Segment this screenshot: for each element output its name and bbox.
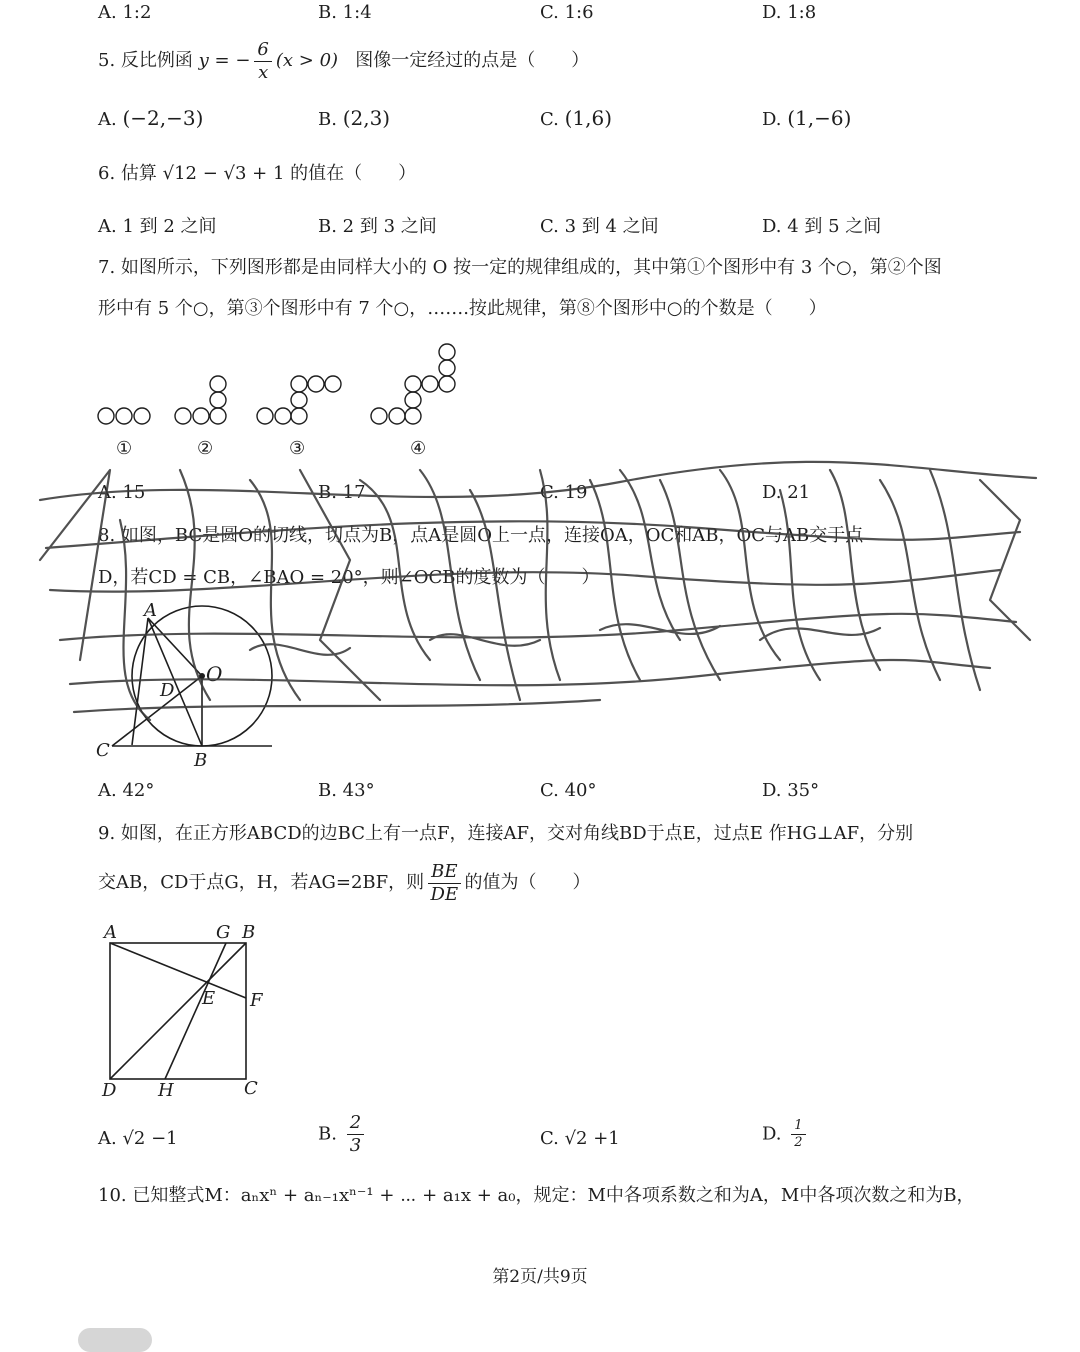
q4-option-b: B. 1:4	[318, 2, 372, 23]
q8-label-a: A	[144, 600, 157, 621]
q9-option-b-num: 2	[347, 1112, 364, 1135]
q7-figure-label-1: ①	[116, 438, 133, 459]
q6-option-c: C. 3 到 4 之间	[540, 216, 659, 237]
q9-stem-post: 的值为（ ）	[464, 872, 591, 893]
q8-option-b: B. 43°	[318, 780, 375, 801]
q8-option-c: C. 40°	[540, 780, 597, 801]
q7-option-b: B. 17	[318, 482, 366, 503]
q8-stem-line1: 8. 如图，BC是圆O的切线，切点为B，点A是圆O上一点，连接OA，OC和AB，OC与AB交于点	[98, 525, 864, 546]
q4-option-a: A. 1:2	[98, 2, 152, 23]
q9-option-d-label: D.	[762, 1123, 782, 1145]
q9-option-b-label: B.	[318, 1123, 337, 1145]
q8-label-o: O	[206, 662, 223, 686]
q7-stem-line2: 形中有 5 个○，第③个图形中有 7 个○，…….按此规律，第⑧个图形中○的个数是（ ）	[98, 298, 827, 319]
q9-label-d: D	[102, 1080, 117, 1101]
q5-option-a-value: (−2,−3)	[122, 106, 204, 130]
q6-option-b: B. 2 到 3 之间	[318, 216, 437, 237]
q9-fraction-den: DE	[430, 883, 459, 905]
q5-option-a-label: A.	[98, 109, 117, 130]
q5-option-c-label: C.	[540, 109, 559, 130]
q9-label-b: B	[242, 922, 256, 943]
q9-label-e: E	[202, 988, 216, 1009]
q9-option-b-den: 3	[349, 1135, 362, 1156]
q9-label-c: C	[244, 1078, 258, 1099]
q9-label-a: A	[104, 922, 117, 943]
q7-option-a: A. 15	[98, 482, 146, 503]
q5-condition: (x > 0)	[275, 50, 339, 71]
q9-label-f: F	[250, 990, 263, 1011]
q4-option-d: D. 1:8	[762, 2, 817, 23]
q5-option-d-value: (1,−6)	[787, 106, 852, 130]
q8-label-b: B	[194, 750, 208, 771]
q9-option-a: A. √2 −1	[98, 1128, 178, 1149]
q6-option-d: D. 4 到 5 之间	[762, 216, 882, 237]
q9-option-b	[318, 1112, 368, 1157]
q6-option-a: A. 1 到 2 之间	[98, 216, 217, 237]
q5-fraction-den: x	[258, 61, 269, 83]
q7-option-d: D. 21	[762, 482, 811, 503]
q9-option-d	[762, 1118, 810, 1151]
q9-option-d-num: 1	[791, 1118, 805, 1135]
q7-figure-label-4: ④	[410, 438, 427, 459]
q5-number: 5. 反比例函	[98, 50, 193, 71]
q8-stem-line2: D，若CD = CB，∠BAO = 20°，则∠OCB的度数为（ ）	[98, 567, 600, 588]
q9-label-h: H	[158, 1080, 174, 1101]
q9-stem-line1: 9. 如图，在正方形ABCD的边BC上有一点F，连接AF，交对角线BD于点E，过点E 作HG⊥AF，分别	[98, 823, 914, 844]
q9-option-b-fraction	[347, 1112, 364, 1157]
q4-option-c: C. 1:6	[540, 2, 594, 23]
page-footer: 第2页/共9页	[492, 1267, 588, 1287]
q7-figure-label-3: ③	[289, 438, 306, 459]
q9-label-g: G	[216, 922, 231, 943]
q5-option-c-value: (1,6)	[564, 106, 613, 130]
q10-stem-line1: 10. 已知整式M：aₙxⁿ + aₙ₋₁xⁿ⁻¹ + ⋯ + a₁x + a₀，规定：M中各项系数之和为A，M中各项次数之和为B，	[98, 1185, 975, 1206]
q8-option-a: A. 42°	[98, 780, 155, 801]
q5-option-b-label: B.	[318, 109, 337, 130]
q6-stem: 6. 估算 √12 − √3 + 1 的值在（ ）	[98, 163, 417, 184]
q8-label-d: D	[160, 680, 175, 701]
bottom-ui-pill	[78, 1328, 152, 1352]
q5-function: y = −	[198, 50, 251, 71]
q5-option-b-value: (2,3)	[342, 106, 391, 130]
q9-option-d-den: 2	[794, 1135, 803, 1150]
q5-question: 图像一定经过的点是（ ）	[355, 50, 590, 71]
q5-option-d-label: D.	[762, 109, 782, 130]
q7-option-c: C. 19	[540, 482, 588, 503]
q9-option-d-fraction	[791, 1118, 805, 1151]
q9-fraction-num: BE	[428, 861, 460, 884]
q5-fraction-num: 6	[254, 39, 271, 62]
q7-stem-line1: 7. 如图所示，下列图形都是由同样大小的 O 按一定的规律组成的，其中第①个图形中有 3 个○，第②个图	[98, 257, 942, 278]
q9-option-c: C. √2 +1	[540, 1128, 620, 1149]
q8-label-c: C	[96, 740, 110, 761]
q8-option-d: D. 35°	[762, 780, 820, 801]
q7-figure-label-2: ②	[197, 438, 214, 459]
q9-stem-pre: 交AB，CD于点G，H，若AG=2BF，则	[98, 872, 425, 893]
